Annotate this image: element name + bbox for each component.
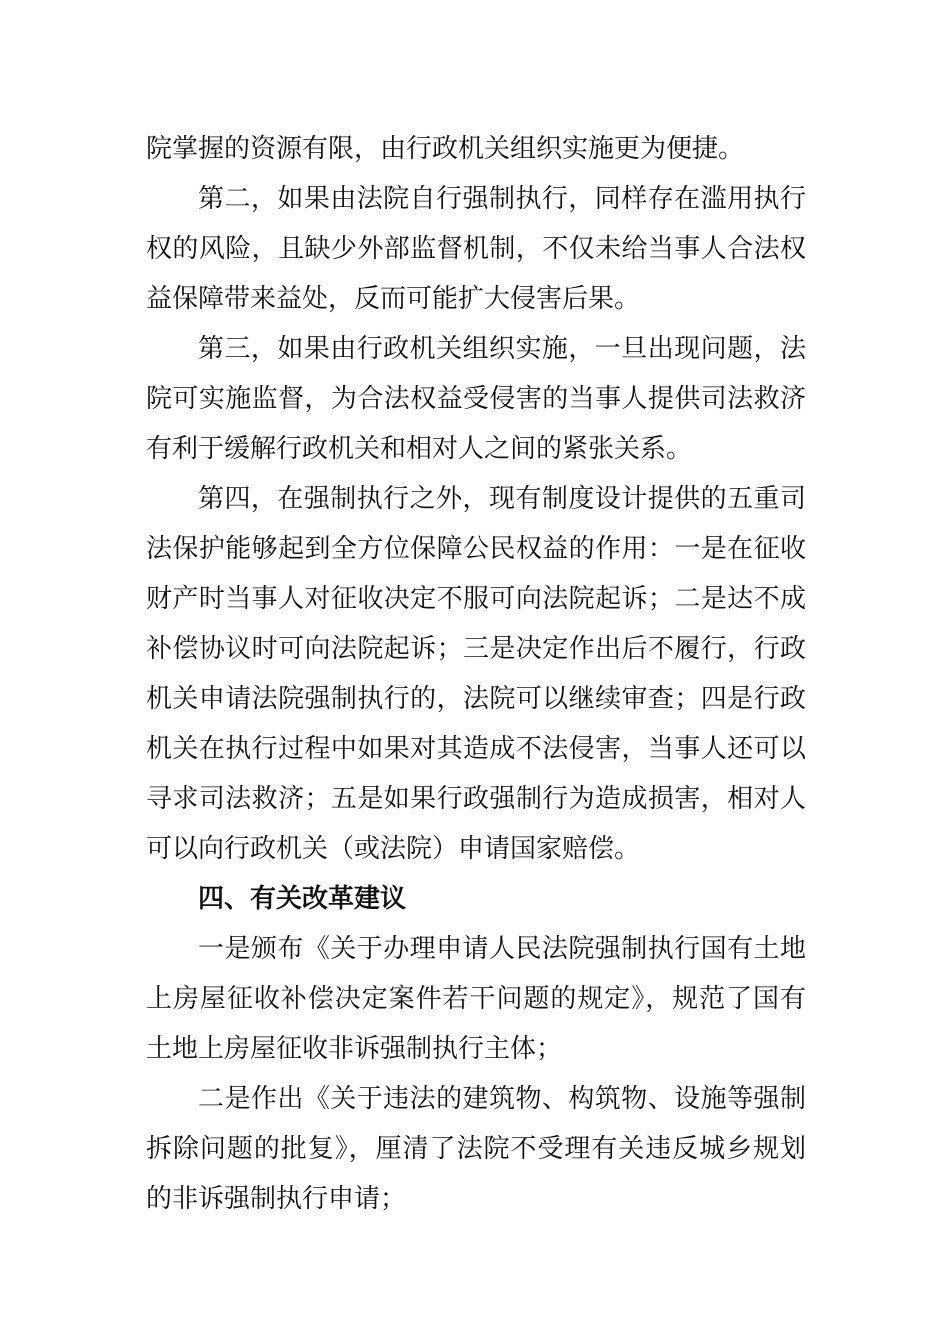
document-body — [146, 124, 806, 1224]
paragraph-continuation: 院掌握的资源有限，由行政机关组织实施更为便捷。 — [146, 134, 745, 164]
section-heading: 四、有关改革建议 — [198, 884, 407, 914]
paragraph-second-point: 第二，如果由法院自行强制执行，同样存在滥用执行权的风险，且缺少外部监督机制，不仅未给当事人合法权益保障带来益处，反而可能扩大侵害后果。 — [146, 184, 806, 314]
paragraph-suggestion-two: 二是作出《关于违法的建筑物、构筑物、设施等强制拆除问题的批复》，厘清了法院不受理有关违反城乡规划的非诉强制执行申请； — [146, 1084, 806, 1214]
paragraph-suggestion-one: 一是颁布《关于办理申请人民法院强制执行国有土地上房屋征收补偿决定案件若干问题的规定》，规范了国有土地上房屋征收非诉强制执行主体； — [146, 934, 806, 1064]
paragraph-third-point: 第三，如果由行政机关组织实施，一旦出现问题，法院可实施监督，为合法权益受侵害的当事人提供司法救济有利于缓解行政机关和相对人之间的紧张关系。 — [146, 334, 806, 464]
paragraph-fourth-point: 第四，在强制执行之外，现有制度设计提供的五重司法保护能够起到全方位保障公民权益的作用：一是在征收财产时当事人对征收决定不服可向法院起诉；二是达不成补偿协议时可向法院起诉；三是决定作出后不履行，行政机关申请法院强制执行的，法院可以继续审查；四是行政机关在执行过程中如果对其造成不法侵害，当事人还可以寻求司法救济；五是如果行政强制行为造成损害，相对人可以向行政机关（或法院）申请国家赔偿。 — [146, 484, 806, 864]
